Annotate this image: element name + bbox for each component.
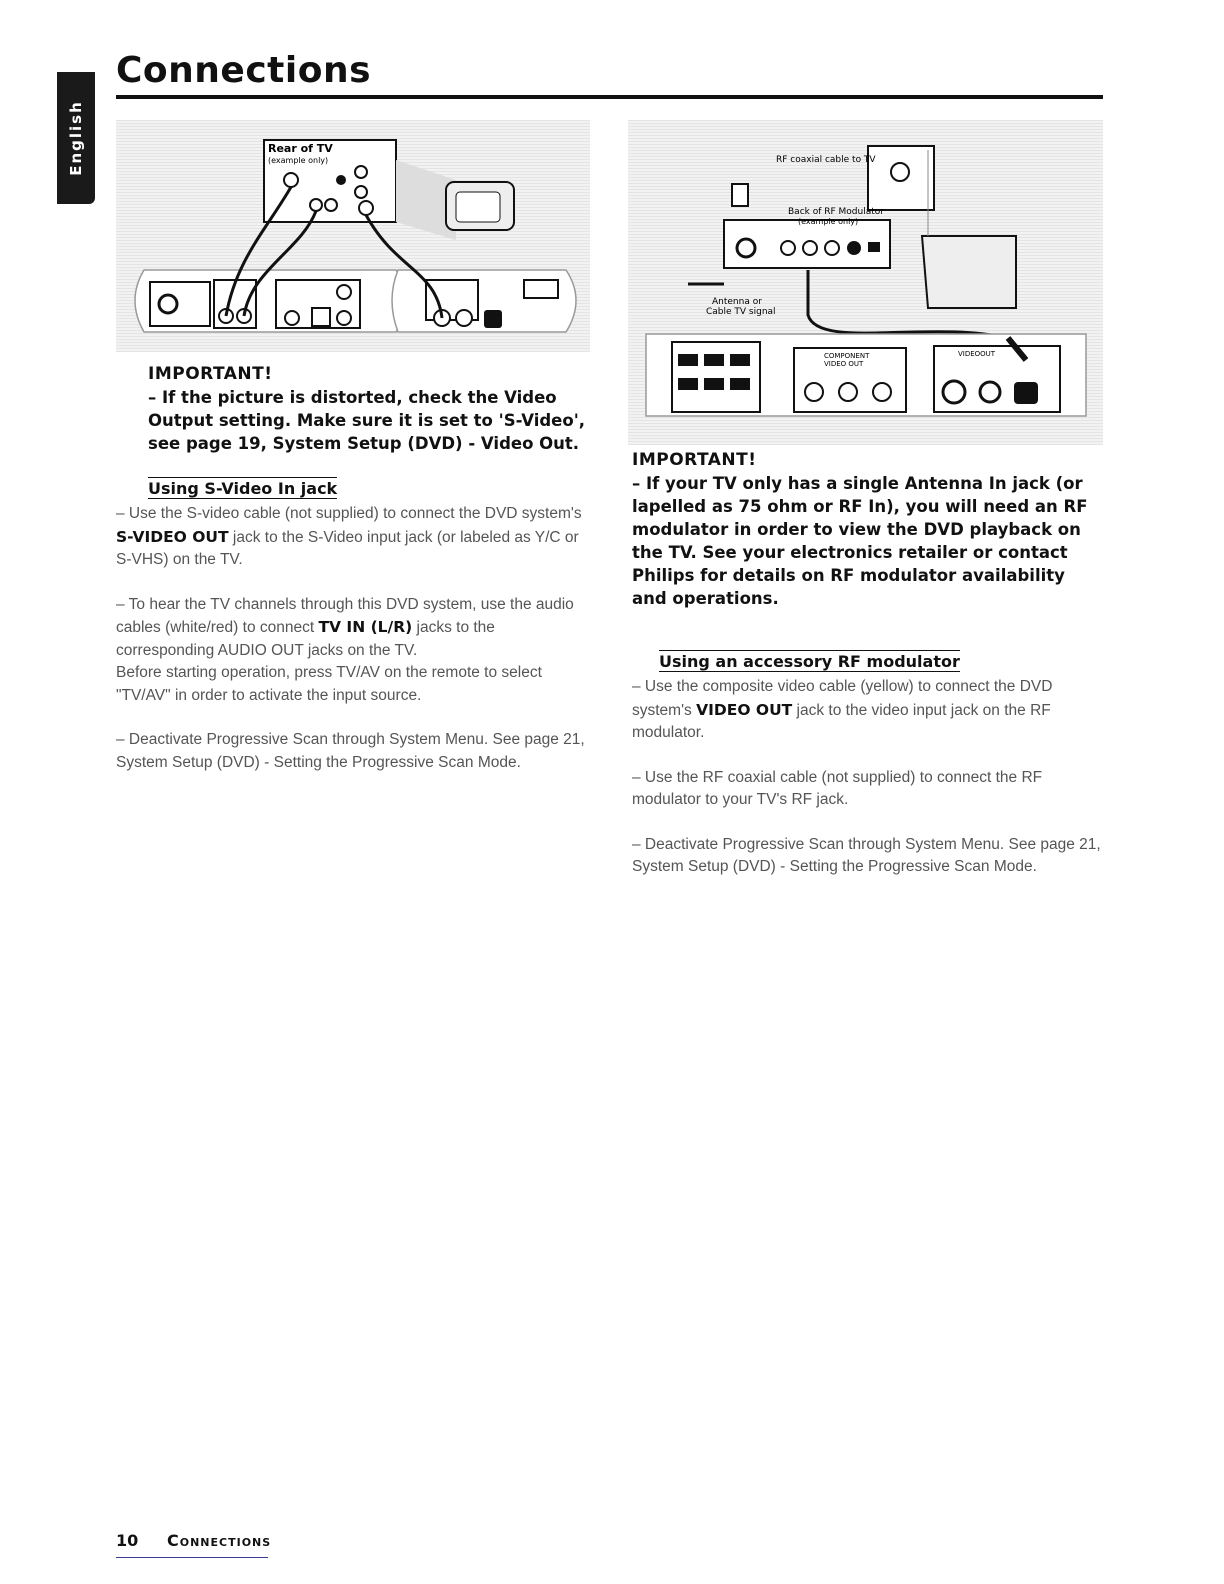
tv-rear-sublabel: (example only) [268,156,329,165]
svideo-paragraph-1: – Use the S-video cable (not supplied) to connect the DVD system's S-VIDEO OUT jack to the S-Video input jack (or labeled as Y/C or S-VHS) on the TV. [116,505,582,568]
right-important-text: – If your TV only has a single Antenna In jack (or lapelled as 75 ohm or RF In), you will need an RF modulator in order to view the DVD playback on the TV. See your electronics retailer or contact Philips for details on RF modulator availability and operations. [632,474,1088,608]
title-rule [116,95,1103,99]
rf-paragraph-1: – Use the composite video cable (yellow) to connect the DVD system's VIDEO OUT jack to the video input jack on the RF modulator. [632,678,1053,741]
rf-section-heading: Using an accessory RF modulator [659,652,960,671]
antenna-label: Antenna or [712,297,762,307]
component-label: COMPONENT [824,352,870,360]
left-important-title: IMPORTANT! [148,364,273,384]
page-title: Connections [116,50,372,91]
videoout-label: VIDEOOUT [958,350,996,358]
language-tab-label: English [67,100,85,176]
right-column [632,450,1102,879]
svideo-paragraph-3: – Deactivate Progressive Scan through System Menu. See page 21, System Setup (DVD) - Setting the Progressive Scan Mode. [116,731,585,771]
footer-section-name: Connections [167,1531,272,1550]
footer-rule [116,1557,268,1558]
svideo-paragraph-2-note: Before starting operation, press TV/AV on the remote to select "TV/AV" in order to activate the input source. [116,664,542,704]
svideo-connection-diagram [116,120,590,352]
right-heading-wrap [659,650,1102,672]
rf-modulator-sublabel: (example only) [798,217,859,226]
rf-paragraph-2: – Use the RF coaxial cable (not supplied) to connect the RF modulator to your TV's RF jack. [632,768,1043,808]
svideo-diagram-drawing [116,120,590,352]
left-important-block [148,364,596,455]
svideo-paragraph-2: – To hear the TV channels through this DVD system, use the audio cables (white/red) to connect TV IN (L/R) jacks to the corresponding AUDIO OUT jacks on the TV. [116,595,574,659]
left-column [116,364,596,774]
rf-modulator-label: Back of RF Modulator [788,207,884,217]
page-number: 10 [116,1531,139,1550]
antenna-sublabel: Cable TV signal [706,307,776,317]
language-tab [57,72,95,204]
svideo-section-heading: Using S-Video In jack [148,479,338,498]
rf-modulator-diagram [628,120,1103,445]
right-important-title: IMPORTANT! [632,450,757,470]
rf-cable-label: RF coaxial cable to TV [776,155,876,165]
tv-rear-label: Rear of TV [268,142,333,155]
rf-paragraph-3: – Deactivate Progressive Scan through System Menu. See page 21, System Setup (DVD) - Setting the Progressive Scan Mode. [632,835,1101,875]
left-important-text: – If the picture is distorted, check the Video Output setting. Make sure it is set to 'S-Video', see page 19, System Setup (DVD) - Video Out. [148,388,586,453]
rf-diagram-drawing [628,120,1103,445]
component-video-out-label: VIDEO OUT [824,360,864,368]
left-heading-wrap [148,477,596,499]
